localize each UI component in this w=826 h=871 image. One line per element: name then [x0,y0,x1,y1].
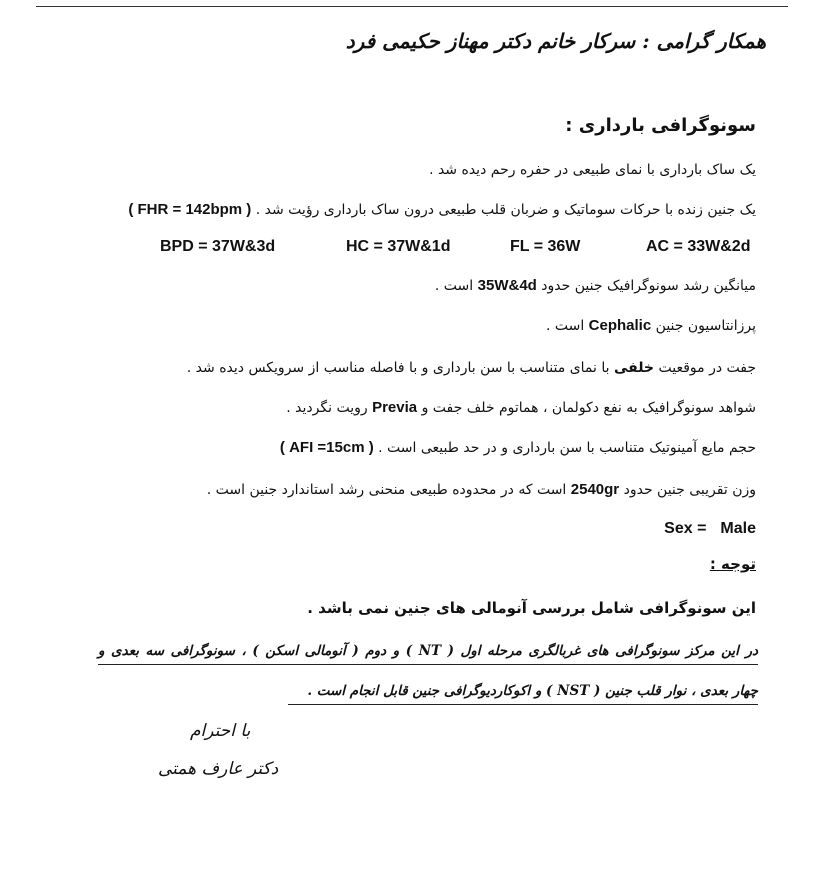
mean-growth-prefix: میانگین رشد سونوگرافیک جنین حدود [541,278,756,294]
fluid-text: حجم مایع آمینوتیک متناسب با سن بارداری و در حد طبیعی است . [378,440,756,456]
findings-suffix: رویت نگردید . [286,400,368,416]
placenta-prefix: جفت در موقعیت [658,360,756,376]
weight-line [207,480,756,500]
signer-name: دکتر عارف همتی [158,759,279,779]
fhr-value: ( FHR = 142bpm ) [128,201,252,218]
sex-label: Sex = [664,520,707,537]
weight-suffix: است که در محدوده طبیعی منحنی رشد استاندارد جنین است . [206,482,567,498]
weight-prefix: وزن تقریبی جنین حدود [623,482,756,498]
weight-value: 2540gr [570,481,620,498]
note-line: این سونوگرافی شامل بررسی آنومالی های جنین نمی باشد . [307,599,756,617]
fl-value: FL = 36W [510,238,581,255]
sac-finding: یک ساک بارداری با نمای طبیعی در حفره رحم دیده شد . [429,162,756,178]
fluid-line [280,438,756,458]
biometry-row [160,238,754,262]
note-title: توجه : [709,555,756,573]
salutation: همکار گرامی : سرکار خانم دکتر مهناز حکیمی فرد [345,29,766,53]
presentation-value: Cephalic [588,317,652,334]
ac-value: AC = 33W&2d [646,238,751,255]
top-divider [36,6,788,7]
mean-growth-line [435,276,756,296]
embryo-finding [128,200,756,220]
hc-value: HC = 37W&1d [346,238,451,255]
services-line-1: در این مرکز سونوگرافی های غربالگری مرحله اول ( NT ) و دوم ( آنومالی اسکن ) ، سونوگرافی سه بعدی و [98,640,758,665]
presentation-suffix: است . [545,318,585,334]
sex-line [664,518,756,540]
services-line-2: چهار بعدی ، نوار قلب جنین ( NST ) و اکوکاردیوگرافی جنین قابل انجام است . [288,680,758,705]
report-title: سونوگرافی بارداری : [565,115,756,136]
sex-value: Male [720,520,756,537]
findings-value: Previa [372,399,418,416]
embryo-finding-text: یک جنین زنده با حرکات سوماتیک و ضربان قلب طبیعی درون ساک بارداری رؤیت شد . [255,202,756,218]
placenta-line [187,358,756,378]
presentation-prefix: پرزانتاسیون جنین [655,318,756,334]
presentation-line [546,316,756,336]
afi-value: ( AFI =15cm ) [279,439,374,456]
placenta-position: خلفی [613,360,655,376]
mean-growth-value: 35W&4d [477,277,537,294]
findings-prefix: شواهد سونوگرافیک به نفع دکولمان ، هماتوم خلف جفت و [421,400,756,416]
findings-line [286,398,756,418]
mean-growth-suffix: است . [434,278,474,294]
bpd-value: BPD = 37W&3d [160,238,276,255]
placenta-suffix: با نمای متناسب با سن بارداری و با فاصله مناسب از سرویکس دیده شد . [186,360,610,376]
regards: با احترام [190,721,251,741]
